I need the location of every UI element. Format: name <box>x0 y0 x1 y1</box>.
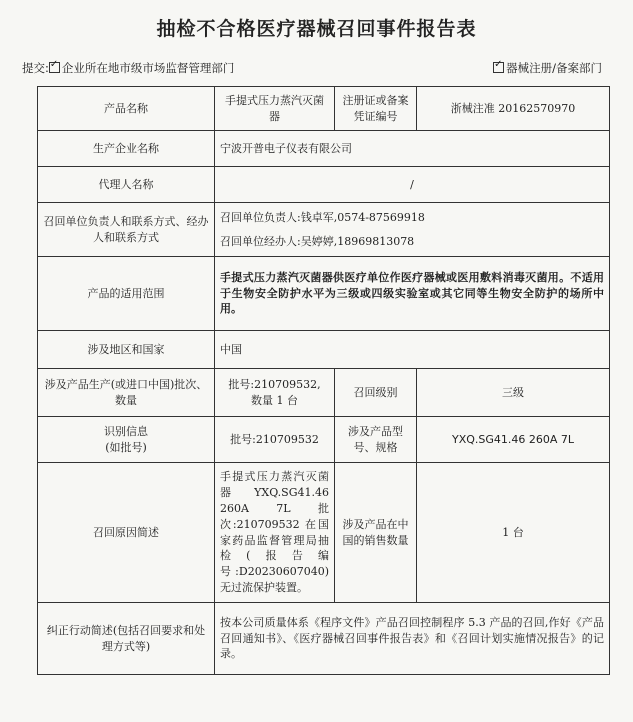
table-row <box>38 369 610 417</box>
checkbox-checked-icon[interactable] <box>493 62 504 73</box>
table-row <box>38 603 610 675</box>
page-title: 抽检不合格医疗器械召回事件报告表 <box>156 18 477 40</box>
manufacturer-label: 生产企业名称 <box>38 131 215 167</box>
sales-value: 1 台 <box>417 463 610 603</box>
action-label: 纠正行动简述(包括召回要求和处理方式等) <box>38 603 215 675</box>
agent-value: / <box>215 167 610 203</box>
sales-label: 涉及产品在中国的销售数量 <box>335 463 417 603</box>
model-label: 涉及产品型号、规格 <box>335 417 417 463</box>
submit-left-option: 企业所在地市级市场监督管理部门 <box>61 61 235 75</box>
table-row <box>38 257 610 331</box>
cert-value: 浙械注准 20162570970 <box>417 87 610 131</box>
id-label-line1: 识别信息 <box>104 424 148 438</box>
batch-no: 批号:210709532, <box>228 377 321 391</box>
contact-label: 召回单位负责人和联系方式、经办人和联系方式 <box>38 203 215 257</box>
checkbox-checked-icon[interactable] <box>49 62 60 73</box>
level-value: 三级 <box>417 369 610 417</box>
scope-label: 产品的适用范围 <box>38 257 215 331</box>
table-row <box>38 463 610 603</box>
submit-right-option: 器械注册/备案部门 <box>506 61 602 75</box>
level-label: 召回级别 <box>335 369 417 417</box>
product-name-label: 产品名称 <box>38 87 215 131</box>
contact-value <box>215 203 610 257</box>
region-label: 涉及地区和国家 <box>38 331 215 369</box>
contact-handler: 召回单位经办人:吴婷婷,18969813078 <box>220 234 415 248</box>
batch-qty: 数量 1 台 <box>251 393 298 407</box>
action-value: 按本公司质量体系《程序文件》产品召回控制程序 5.3 产品的召回,作好《产品召回通知书》、《医疗器械召回事件报告表》和《召回计划实施情况报告》的记录。 <box>215 603 610 675</box>
agent-label: 代理人名称 <box>38 167 215 203</box>
id-label-line2: (如批号) <box>105 440 147 454</box>
table-row <box>38 167 610 203</box>
submit-right <box>493 60 602 76</box>
batch-label: 涉及产品生产(或进口中国)批次、数量 <box>38 369 215 417</box>
id-value: 批号:210709532 <box>215 417 335 463</box>
report-table <box>37 86 610 675</box>
table-row <box>38 131 610 167</box>
submit-prefix: 提交: <box>22 61 49 75</box>
table-row <box>38 331 610 369</box>
scope-value: 手提式压力蒸汽灭菌器供医疗单位作医疗器械或医用敷料消毒灭菌用。不适用于生物安全防护水平为三级或四级实验室或其它同等生物安全防护的场所中用。 <box>215 257 610 331</box>
contact-head: 召回单位负责人:钱卓军,0574-87569918 <box>220 210 425 224</box>
table-row <box>38 417 610 463</box>
reason-value: 手提式压力蒸汽灭菌器 YXQ.SG41.46 260A 7L 批次:210709532 在国家药品监督管理局抽检(报告编号:D20230607040)无过流保护装置。 <box>215 463 335 603</box>
region-value: 中国 <box>215 331 610 369</box>
reason-label: 召回原因简述 <box>38 463 215 603</box>
submit-row <box>22 60 612 78</box>
table-row <box>38 87 610 131</box>
cert-label: 注册证或备案凭证编号 <box>335 87 417 131</box>
batch-value <box>215 369 335 417</box>
table-row <box>38 203 610 257</box>
model-value: YXQ.SG41.46 260A 7L <box>417 417 610 463</box>
product-name-value: 手提式压力蒸汽灭菌器 <box>215 87 335 131</box>
submit-left <box>22 60 234 76</box>
manufacturer-value: 宁波开普电子仪表有限公司 <box>215 131 610 167</box>
id-label <box>38 417 215 463</box>
